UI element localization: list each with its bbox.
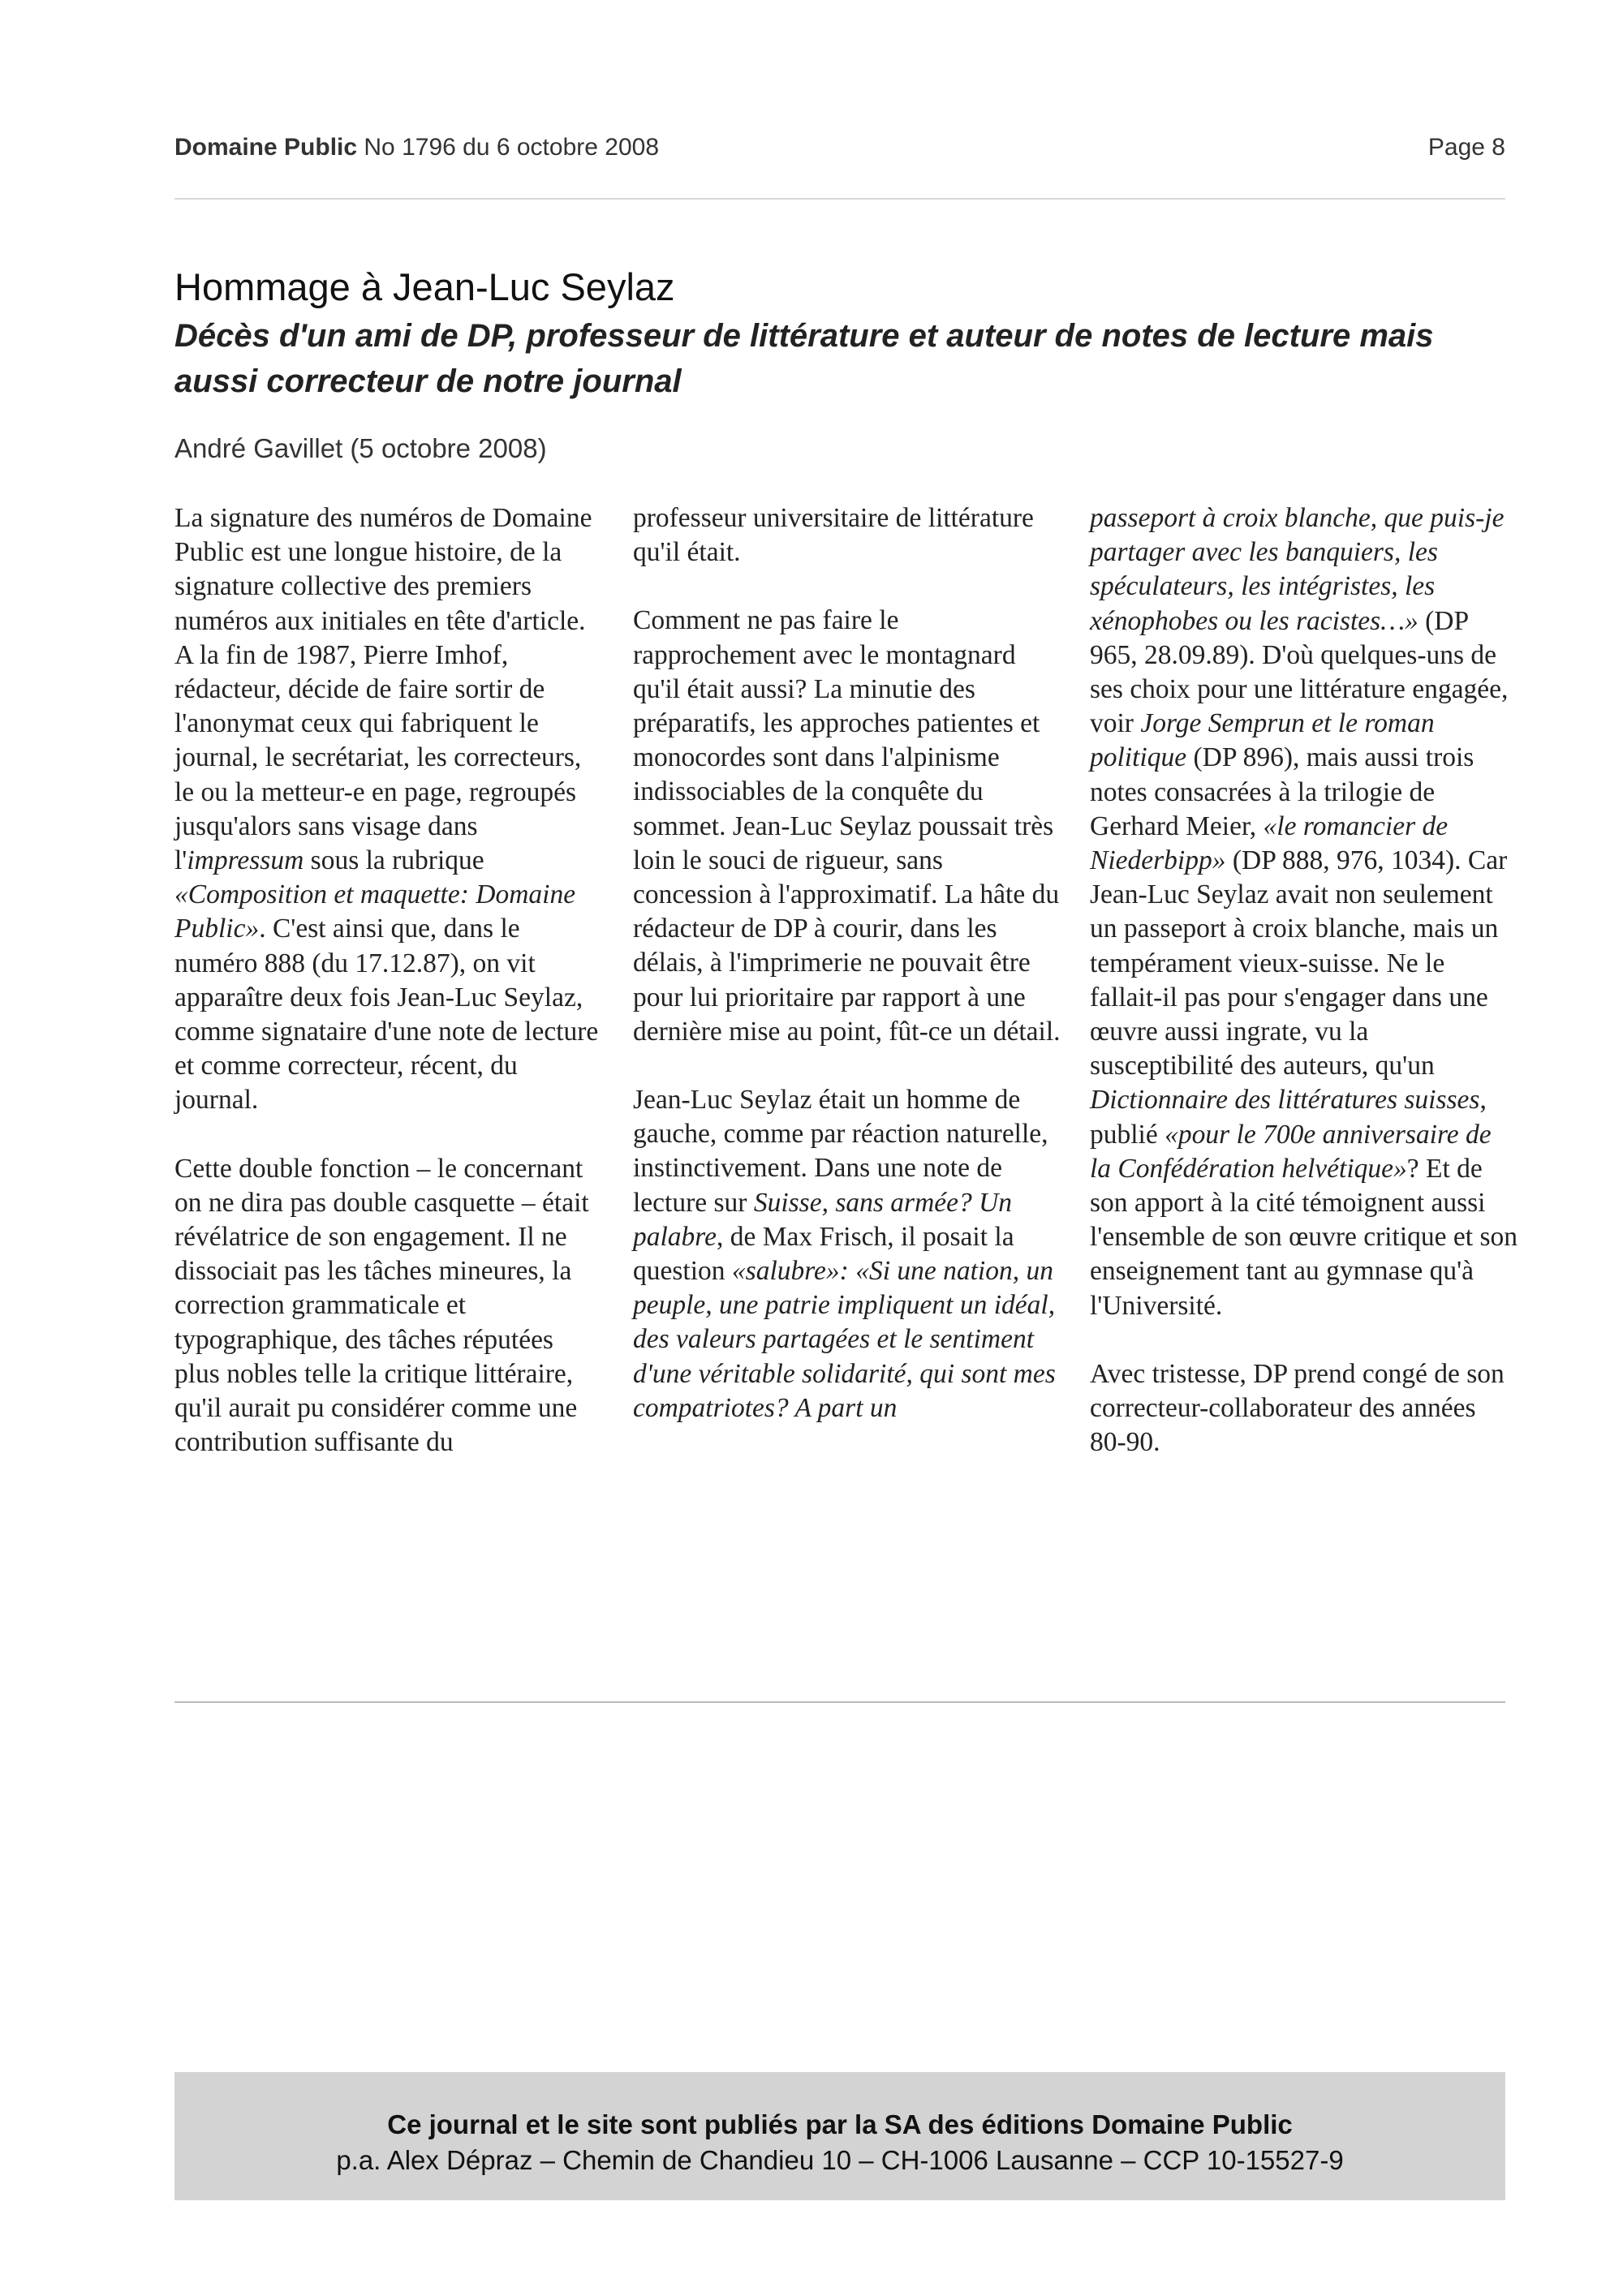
article-subtitle: Décès d'un ami de DP, professeur de littérature et auteur de notes de lecture mais aussi correcteur de notre journal	[174, 318, 1434, 399]
paragraph: passeport à croix blanche, que puis-je partager avec les banquiers, les spéculateurs, les intégristes, les xénophobes ou les racistes…» (DP 965, 28.09.89). D'où quelques-uns de ses choix pour une littérature engagée, voir Jorge Semprun et le roman politique (DP 896), mais aussi trois notes consacrées à la trilogie de Gerhard Meier, «le romancier de Niederbipp» (DP 888, 976, 1034). Car Jean-Luc Seylaz avait non seulement un passeport à croix blanche, mais un tempérament vieux-suisse. Ne le fallait-il pas pour s'engager dans une œuvre aussi ingrate, vu la susceptibilité des auteurs, qu'un Dictionnaire des littératures suisses, publié «pour le 700e anniversaire de la Confédération helvétique»? Et de son apport à la cité témoignent aussi l'ensemble de son œuvre critique et son enseignement tant au gymnase qu'à l'Université.	[1090, 503, 1518, 1321]
paragraph: La signature des numéros de Domaine Public est une longue histoire, de la signature collective des premiers numéros aux initiales en tête d'article. A la fin de 1987, Pierre Imhof, rédacteur, décide de faire sortir de l'anonymat ceux qui fabriquent le journal, le secrétariat, les correcteurs, le ou la metteur-e en page, regroupés jusqu'alors sans visage dans l'impressum sous la rubrique «Composition et maquette: Domaine Public». C'est ainsi que, dans le numéro 888 (du 17.12.87), on vit apparaître deux fois Jean-Luc Seylaz, comme signataire d'une note de lecture et comme correcteur, récent, du journal.	[174, 503, 599, 1116]
page-number: Page 8	[1427, 134, 1505, 161]
paragraph: Avec tristesse, DP prend congé de son correcteur-collaborateur des années 80-90.	[1090, 1358, 1505, 1458]
article-column-3	[1090, 501, 1518, 1494]
footer-address-line: p.a. Alex Dépraz – Chemin de Chandieu 10 – CH-1006 Lausanne – CCP 10-15527-9	[336, 2145, 1344, 2175]
publication-name: Domaine Public	[174, 134, 358, 161]
article-title: Hommage à Jean-Luc Seylaz	[174, 265, 675, 308]
issue-info: No 1796 du 6 octobre 2008	[364, 134, 660, 161]
paragraph: Comment ne pas faire le rapprochement avec le montagnard qu'il était aussi? La minutie des préparatifs, les approches patientes et monocordes sont dans l'alpinisme indissociables de la conquête du sommet. Jean-Luc Seylaz poussait très loin le souci de rigueur, sans concession à l'approximatif. La hâte du rédacteur de DP à courir, dans les délais, à l'imprimerie ne pouvait être pour lui prioritaire par rapport à une dernière mise au point, fût-ce un détail.	[633, 605, 1061, 1047]
article-end-divider	[174, 1701, 1505, 1703]
paragraph: Jean-Luc Seylaz était un homme de gauche, comme par réaction naturelle, instinctivement. Dans une note de lecture sur Suisse, sans armée? Un palabre, de Max Frisch, il posait la question «salubre»: «Si une nation, un peuple, une patrie impliquent un idéal, des valeurs partagées et le sentiment d'une véritable solidarité, qui sont mes compatriotes? A part un	[633, 1085, 1056, 1423]
article-byline: André Gavillet (5 octobre 2008)	[174, 433, 547, 463]
paragraph: professeur universitaire de littérature qu'il était.	[633, 503, 1034, 568]
header-divider	[174, 198, 1505, 200]
article-column-2	[633, 501, 1061, 1460]
publisher-footer	[174, 2072, 1505, 2200]
page-header	[174, 134, 1505, 170]
article-column-1	[174, 501, 603, 1494]
paragraph: Cette double fonction – le concernant on ne dira pas double casquette – était révélatrice de son engagement. Il ne dissociait pas les tâches mineures, la correction grammaticale et typographique, des tâches réputées plus nobles telle la critique littéraire, qu'il aurait pu considérer comme une contribution suffisante du	[174, 1153, 589, 1458]
footer-publisher-line: Ce journal et le site sont publiés par la SA des éditions Domaine Public	[387, 2109, 1293, 2139]
